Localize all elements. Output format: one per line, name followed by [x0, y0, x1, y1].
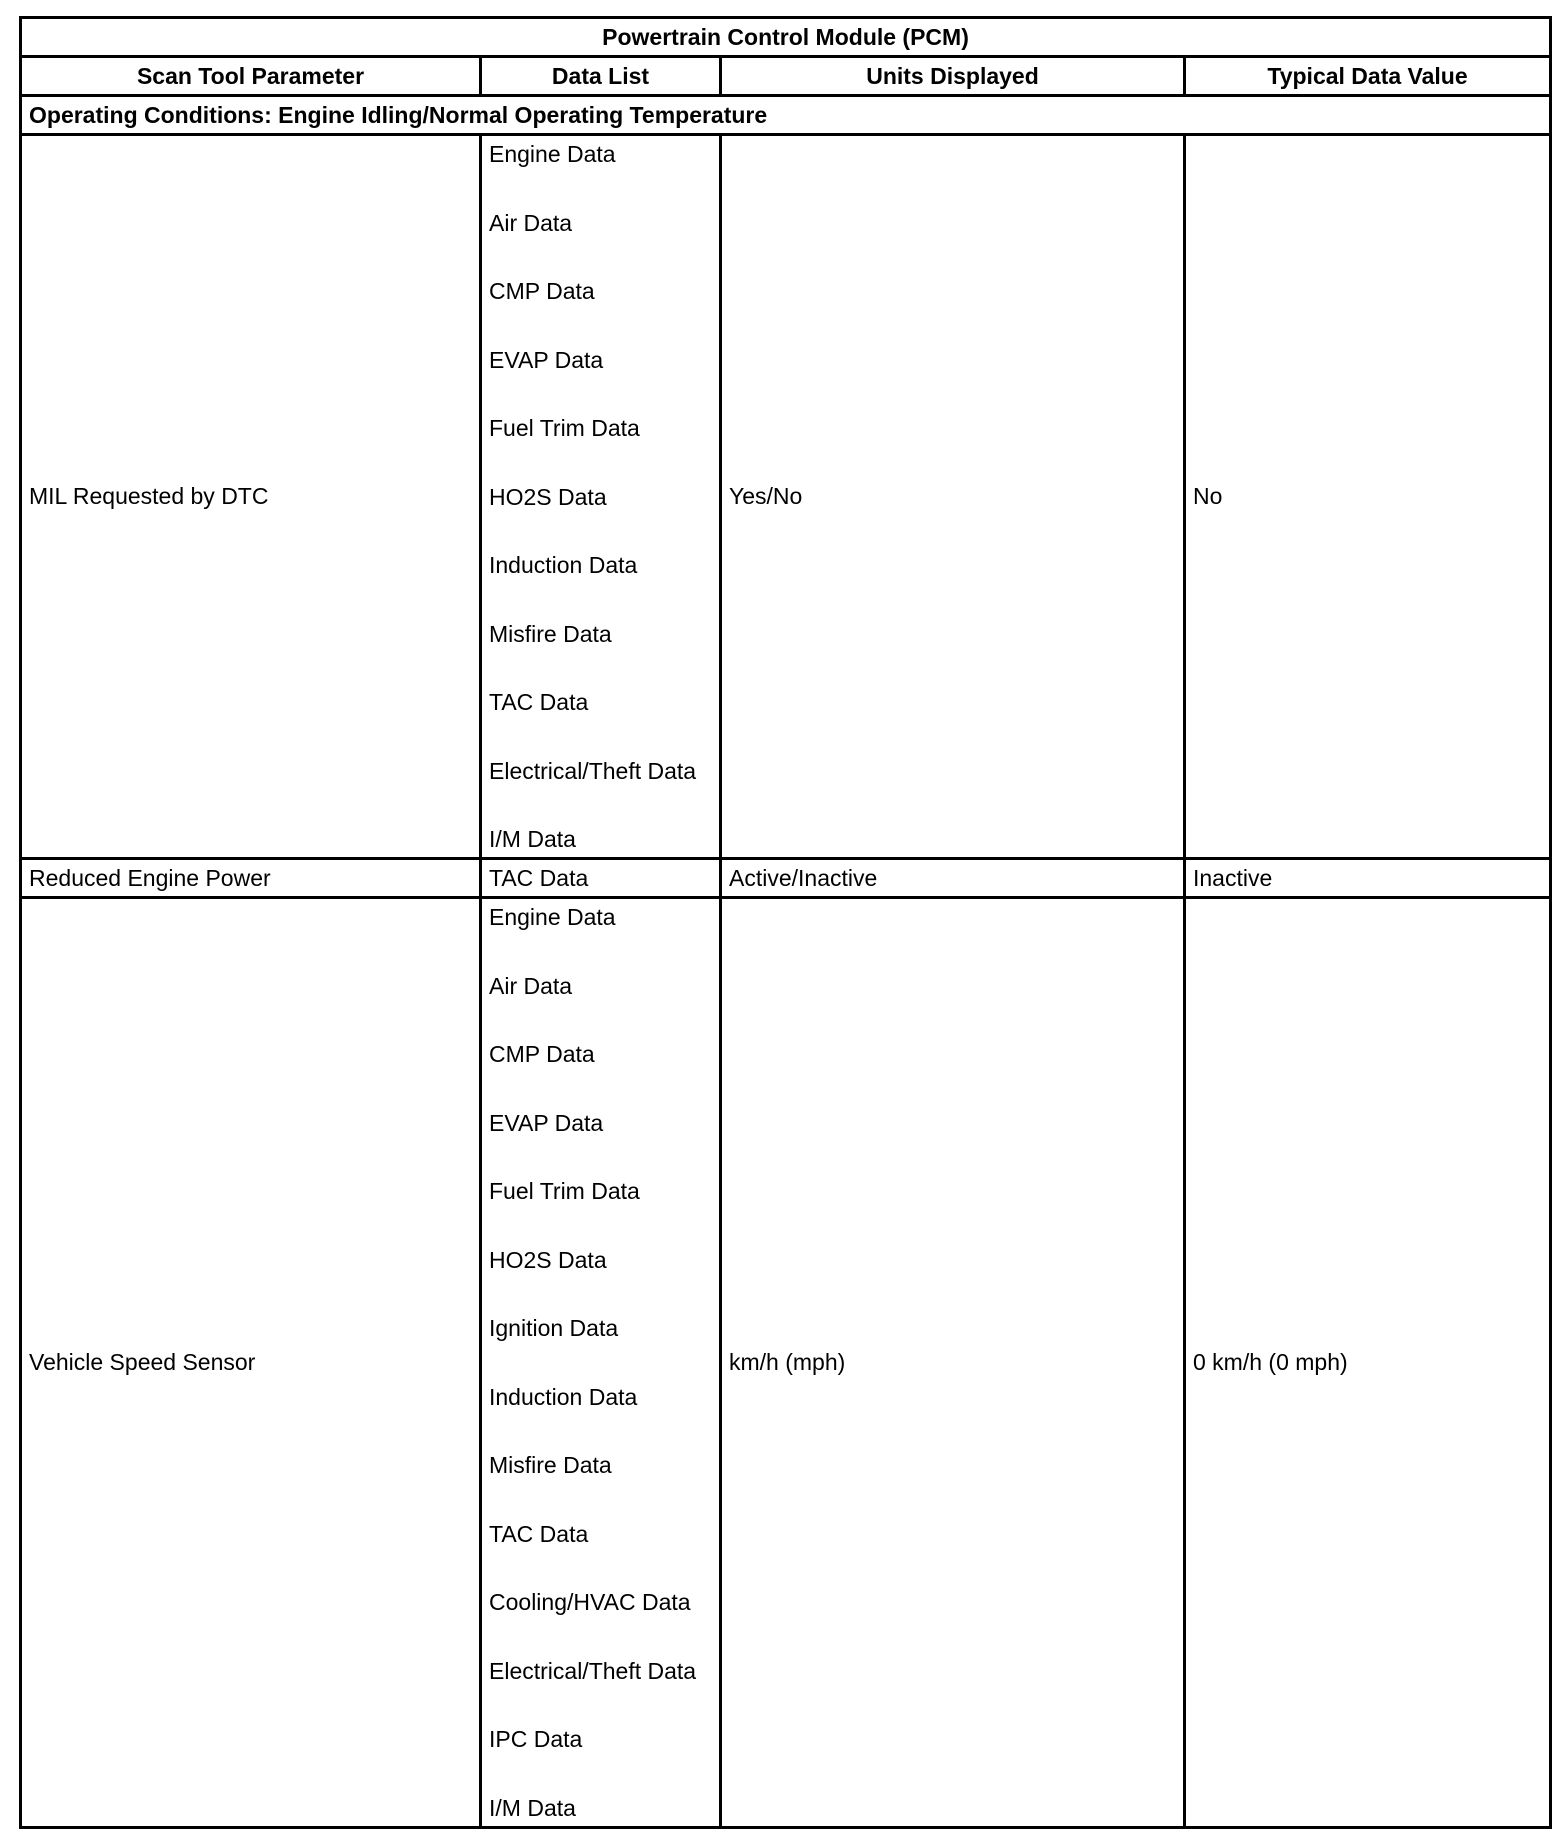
- data-list-item: Ignition Data: [489, 1315, 619, 1341]
- data-list-item: Fuel Trim Data: [489, 415, 640, 441]
- data-list-item: CMP Data: [489, 1041, 595, 1067]
- parameter-cell: Reduced Engine Power: [21, 859, 481, 898]
- data-list-item: Induction Data: [489, 552, 638, 578]
- data-list-item: Misfire Data: [489, 1452, 612, 1478]
- table-row: [21, 898, 1551, 1828]
- data-list-cell: TAC Data: [481, 859, 721, 898]
- data-list-item: Fuel Trim Data: [489, 1178, 640, 1204]
- header-units-displayed: Units Displayed: [721, 57, 1185, 96]
- data-list-item: Engine Data: [489, 141, 616, 167]
- parameter-cell: MIL Requested by DTC: [21, 135, 481, 859]
- data-list-item: Air Data: [489, 972, 573, 999]
- data-list-item: IPC Data: [489, 1726, 583, 1752]
- data-list-item: HO2S Data: [489, 483, 607, 510]
- data-list-item: TAC Data: [489, 1520, 589, 1547]
- parameter-cell: Vehicle Speed Sensor: [21, 898, 481, 1828]
- data-list-item: I/M Data: [489, 1794, 576, 1821]
- header-row: [21, 57, 1551, 96]
- section-row: [21, 96, 1551, 135]
- units-cell: km/h (mph): [721, 898, 1185, 1828]
- typical-value-cell: Inactive: [1185, 859, 1551, 898]
- header-scan-tool-parameter: Scan Tool Parameter: [21, 57, 481, 96]
- header-data-list: Data List: [481, 57, 721, 96]
- units-cell: Active/Inactive: [721, 859, 1185, 898]
- data-list-item: Electrical/Theft Data: [489, 1657, 697, 1684]
- table-title: Powertrain Control Module (PCM): [21, 18, 1551, 57]
- data-list-item: Electrical/Theft Data: [489, 757, 697, 784]
- pcm-data-table: [19, 16, 1552, 1829]
- data-list-cell: [481, 898, 721, 1828]
- typical-value-cell: 0 km/h (0 mph): [1185, 898, 1551, 1828]
- data-list-item: Engine Data: [489, 904, 616, 930]
- table-row: [21, 859, 1551, 898]
- data-list-item: HO2S Data: [489, 1246, 607, 1273]
- data-list-cell: [481, 135, 721, 859]
- table-row: [21, 135, 1551, 859]
- data-list-item: TAC Data: [489, 689, 589, 715]
- data-list-item: Cooling/HVAC Data: [489, 1589, 691, 1615]
- data-list-item: Misfire Data: [489, 620, 612, 647]
- units-cell: Yes/No: [721, 135, 1185, 859]
- data-list-item: EVAP Data: [489, 1109, 604, 1136]
- typical-value-cell: No: [1185, 135, 1551, 859]
- operating-conditions-label: Operating Conditions: Engine Idling/Normal Operating Temperature: [21, 96, 1551, 135]
- data-list-item: Air Data: [489, 209, 573, 236]
- header-typical-data-value: Typical Data Value: [1185, 57, 1551, 96]
- data-list-item: EVAP Data: [489, 346, 604, 373]
- title-row: [21, 18, 1551, 57]
- data-list-item: I/M Data: [489, 826, 576, 852]
- data-list-item: CMP Data: [489, 278, 595, 304]
- data-list-item: Induction Data: [489, 1383, 638, 1410]
